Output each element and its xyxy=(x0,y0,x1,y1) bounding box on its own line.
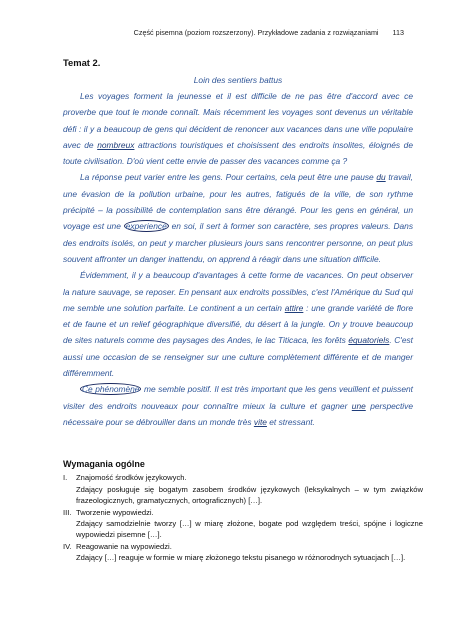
text-run: et stressant. xyxy=(269,416,315,427)
essay-paragraph-1 xyxy=(63,88,413,169)
text-run: attractions touristiques et choisissent des endroits insolites, éloignés de toute civilisation. D'où vient cette envie de passer des vacances comme ça ? xyxy=(63,139,413,167)
text-run: travail, une évasion de la pollution urbaine, pour les autres, fatigués de la ville, de son rythme précipité – la possibilité de contemplation sans être dérangé. Pour les gens en général, un voyage est une xyxy=(63,172,414,232)
requirements-list xyxy=(63,472,423,563)
requirement-description: Zdający […] reaguje w formie w miarę złożonego tekstu pisanego w różnorodnych sytuacjach […]. xyxy=(76,553,406,563)
requirement-item xyxy=(63,472,423,506)
requirement-number: I. xyxy=(63,473,68,483)
essay-title: Loin des sentiers battus xyxy=(193,75,283,85)
underlined-word: du xyxy=(376,172,386,183)
topic-heading: Temat 2. xyxy=(63,57,101,68)
text-run: La réponse peut varier entre les gens. Pour certains, cela peut être une pause xyxy=(80,172,374,183)
essay-paragraph-4 xyxy=(63,381,413,430)
text-run: Les voyages forment la jeunesse et il est difficile de ne pas être d'accord avec ce proverbe que tout le monde connaît. Mais récemment les voyages sont devenus un véritable défi : il y a beaucoup de gens qui décident de renoncer aux vacances dans une ville populaire avec de xyxy=(63,91,413,150)
requirement-number: III. xyxy=(63,507,72,517)
text-run: . C'est aussi une occasion de se renseigner sur une culture complètement différente et de manger différemment. xyxy=(63,335,414,379)
underlined-word: vite xyxy=(253,416,267,427)
text-run: me semble positif. Il est très important que les gens veuillent et puissent visiter des endroits nouveaux pour connaître mieux la culture et gagner xyxy=(63,384,413,411)
essay xyxy=(63,72,413,430)
essay-paragraph-3 xyxy=(63,267,413,381)
circled-word: experience xyxy=(125,221,167,232)
requirement-item xyxy=(63,507,423,541)
requirement-description: Zdający samodzielnie tworzy […] w miarę złożone, bogate pod względem treści, spójne i logiczne wypowiedzi pisemne […]. xyxy=(76,519,423,540)
requirement-number: IV. xyxy=(63,541,72,551)
text-run: : une grande variété de flore et de faune et un relief géographique diversifié, du désert à la jungle. On y trouve beaucoup de sites naturels comme des paysages des Andes, le lac Titicaca, les forêts xyxy=(63,302,414,346)
requirement-title: Tworzenie wypowiedzi. xyxy=(76,507,154,517)
requirements-heading: Wymagania ogólne xyxy=(63,459,145,469)
circled-word: Ce phénomène xyxy=(82,384,140,395)
text-run: Évidemment, il y a beaucoup d'avantages à cette forme de vacances. On peut observer la nature sauvage, se reposer. En pensant aux endroits possibles, c'est l'Amérique du Sud qui me semble une solution parfaite. Le continent a un certain xyxy=(63,270,413,313)
essay-paragraph-2 xyxy=(63,169,413,267)
requirements-section xyxy=(63,459,423,564)
requirement-item xyxy=(63,541,423,564)
requirement-description: Zdający posługuje się bogatym zasobem środków językowych (leksykalnych – w tym związków frazeologicznych, gramatycznych, ortograficznych) […]. xyxy=(76,484,423,506)
underlined-word: nombreux xyxy=(97,139,135,150)
page-number: 113 xyxy=(392,28,404,37)
running-title: Część pisemna (poziom rozszerzony). Przykładowe zadania z rozwiązaniami xyxy=(133,28,379,37)
underlined-word: une xyxy=(351,400,366,411)
requirement-title: Reagowanie na wypowiedzi. xyxy=(76,541,172,551)
underlined-word: équatoriels xyxy=(348,335,390,346)
requirement-title: Znajomość środków językowych. xyxy=(76,473,187,483)
running-header xyxy=(0,28,404,37)
text-run: perspective nécessaire pour se débrouiller dans un monde très xyxy=(63,400,414,427)
text-run: en soi, il sert à former son caractère, ses propres valeurs. Dans des endroits isolés, on peut y marcher plusieurs jours sans rencontrer personne, on peut plus souvent affronter un danger inattendu, on apprend à réagir dans une situation difficile. xyxy=(63,221,414,264)
underlined-word: attire xyxy=(284,302,304,313)
